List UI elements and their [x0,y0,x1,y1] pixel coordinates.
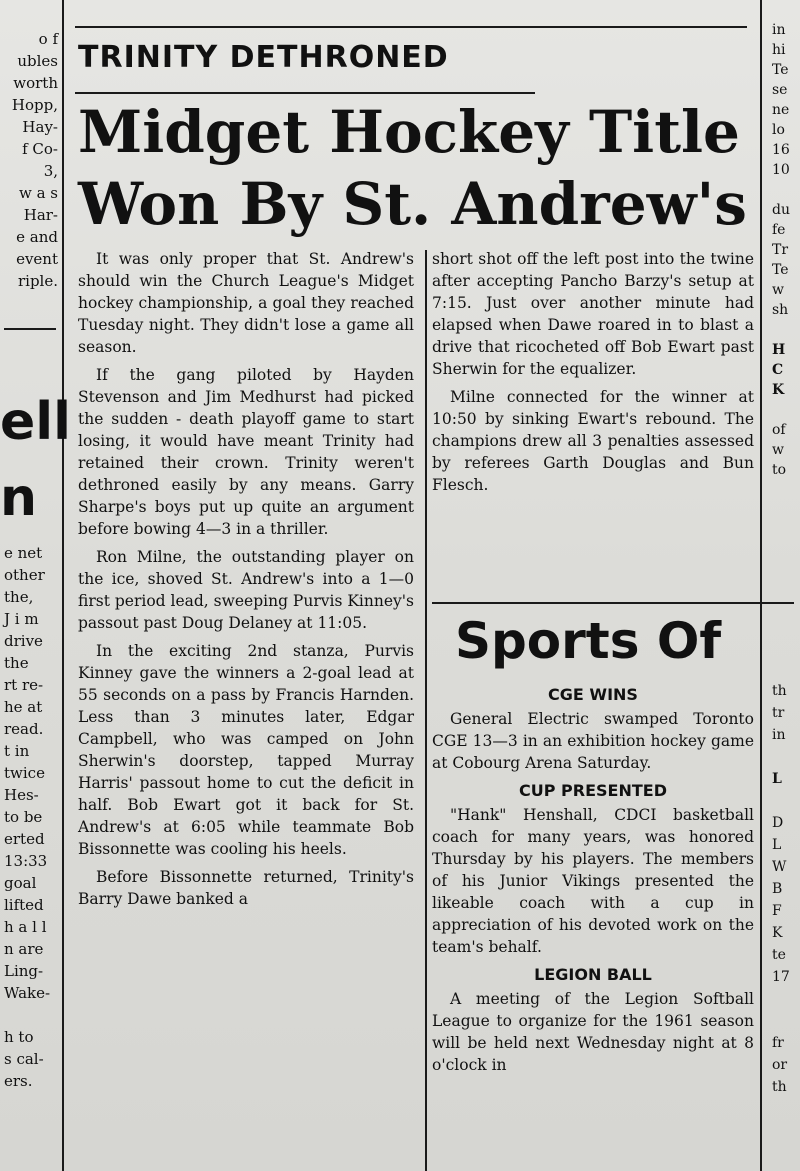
fragment-line: e net [4,544,43,562]
fragment-line: worth [13,74,58,92]
fragment-line: du [772,202,790,218]
fragment-line: K [772,925,783,941]
fragment-line: in [772,22,786,38]
fragment-line [772,790,800,812]
article-paragraph: In the exciting 2nd stanza, Purvis Kinney gave the winners a 2-goal lead at 55 seconds on a pass by Francis Harnden. Less than 3 minutes later, Edgar Campbell, who was camped on John Sherwin's doorstep, tapped Murray Harris' passout home to cut the deficit in half. Bob Ewart got it back for St. Andrew's at 6:05 while teammate Bob Bissonnette was cooling his heels. [78,642,414,858]
fragment-line: Ling- [4,962,44,980]
fragment-line: w a s [18,184,58,202]
sports-item-title: CGE WINS [548,685,638,704]
fragment-line: Hay- [22,118,58,136]
column-rule-middle [425,250,427,1171]
article-kicker: TRINITY DETHRONED [78,40,449,75]
article-paragraph: It was only proper that St. Andrew's should win the Church League's Midget hockey championship, a goal they reached Tuesday night. They didn't lose a game all season. [78,250,414,356]
sports-item-text: "Hank" Henshall, CDCI basketball coach for many years, was honored Thursday by his players. The members of his Junior Vikings presented the likeable coach with a cup in appreciation of his devoted work on the team's behalf. [432,806,754,956]
article-paragraph: If the gang piloted by Hayden Stevenson and Jim Medhurst had picked the sudden - death playoff game to start losing, it would have meant Trinity had retained their crown. Trinity weren't dethroned easily by any means. Garry Sharpe's boys put up quite an argument before bowing 4—3 in a thriller. [78,366,414,538]
left-fragment-bottom [4,542,58,1092]
fragment-line: se [772,82,788,98]
left-section-rule [4,328,56,330]
fragment-line: to be [4,808,43,826]
fragment-line: K [772,382,785,398]
left-fragment-top [4,28,58,292]
fragment-line: Te [772,262,789,278]
fragment-line: lifted [4,896,44,914]
kicker-rule [75,92,535,94]
fragment-line: L [772,837,782,853]
fragment-line: 10 [772,162,790,178]
fragment-line: W [772,859,787,875]
column-rule-left [62,0,64,1171]
fragment-line: Hopp, [11,96,58,114]
fragment-line: th [772,1079,787,1095]
fragment-line: h to [4,1028,34,1046]
fragment-line: fr [772,1035,784,1051]
fragment-line: w [772,442,784,458]
fragment-line: 16 [772,142,790,158]
fragment-line: other [4,566,45,584]
fragment-line: th [772,683,787,699]
fragment-line [772,746,800,768]
fragment-line: erted [4,830,45,848]
fragment-line: Har- [23,206,58,224]
fragment-line: or [772,1057,788,1073]
fragment-line [772,400,800,420]
sports-item-text: A meeting of the Legion Softball League to organize for the 1961 season will be held next Wednesday night at 8 o'clock in [432,990,754,1074]
fragment-line: J i m [4,610,39,628]
fragment-line: rt re- [4,676,44,694]
fragment-line: Te [772,62,789,78]
article-column-1 [78,248,414,916]
fragment-line [772,988,800,1010]
fragment-line: riple. [17,272,58,290]
fragment-line: 13:33 [4,852,48,870]
fragment-line: fe [772,222,786,238]
sports-heading: Sports Of [455,612,722,670]
fragment-line: to [772,462,787,478]
article-column-2 [432,248,754,502]
fragment-line: ers. [4,1072,33,1090]
fragment-line: he at [4,698,43,716]
fragment-line: tr [772,705,785,721]
top-rule [75,26,747,28]
sports-item-text: General Electric swamped Toronto CGE 13—3 in an exhibition hockey game at Cobourg Arena Saturday. [432,710,754,772]
fragment-line: the, [4,588,34,606]
fragment-line: 3, [43,162,58,180]
fragment-line: 17 [772,969,790,985]
fragment-line: s cal- [4,1050,44,1068]
fragment-line: twice [4,764,45,782]
fragment-line: the [4,654,29,672]
fragment-line: goal [4,874,37,892]
fragment-line: ne [772,102,790,118]
fragment-line [772,320,800,340]
article-paragraph: Before Bissonnette returned, Trinity's Barry Dawe banked a [78,868,414,908]
article-headline: Midget Hockey Title Won By St. Andrew's [78,98,747,238]
fragment-line: e and [16,228,58,246]
fragment-line [772,1010,800,1032]
fragment-line: te [772,947,786,963]
article-paragraph: short shot off the left post into the twine after accepting Pancho Barzy's setup at 7:15. Just over another minute had elapsed when Dawe roared in to blast a drive that ricocheted off Bob Ewart past Sherwin for the equalizer. [432,250,754,378]
fragment-line: Tr [772,242,789,258]
fragment-line: drive [4,632,43,650]
fragment-line: w [772,282,784,298]
fragment-line: F [772,903,782,919]
sports-item-title: CUP PRESENTED [519,781,667,800]
fragment-line: read. [4,720,44,738]
fragment-line [772,180,800,200]
column-rule-right [760,0,762,1171]
fragment-line: t in [4,742,30,760]
fragment-line: h a l l [4,918,47,936]
fragment-line: C [772,362,784,378]
fragment-line: n are [4,940,44,958]
fragment-line: event [16,250,58,268]
fragment-line: H [772,342,786,358]
right-fragment-bottom [772,680,800,1098]
fragment-line: of [772,422,786,438]
article-paragraph: Milne connected for the winner at 10:50 by sinking Ewart's rebound. The champions drew all 3 penalties assessed by referees Garth Douglas and Bun Flesch. [432,388,754,494]
fragment-line: Hes- [4,786,39,804]
fragment-line [4,1004,58,1026]
sports-rule [432,602,794,604]
fragment-line: Wake- [4,984,51,1002]
fragment-line: ubles [17,52,58,70]
left-fragment-headline-2: n [0,468,38,528]
fragment-line: hi [772,42,786,58]
fragment-line: f Co- [22,140,58,158]
fragment-line: lo [772,122,785,138]
fragment-line: B [772,881,783,897]
sports-item-title: LEGION BALL [534,965,652,984]
right-fragment-top [772,20,800,480]
fragment-line: L [772,771,782,787]
sports-column [432,682,754,1082]
article-paragraph: Ron Milne, the outstanding player on the ice, shoved St. Andrew's into a 1—0 first period lead, sweeping Purvis Kinney's passout past Doug Delaney at 11:05. [78,548,414,632]
fragment-line: D [772,815,784,831]
fragment-line: in [772,727,786,743]
left-fragment-headline-1: ell [0,392,71,452]
fragment-line: o f [38,30,58,48]
fragment-line: sh [772,302,789,318]
